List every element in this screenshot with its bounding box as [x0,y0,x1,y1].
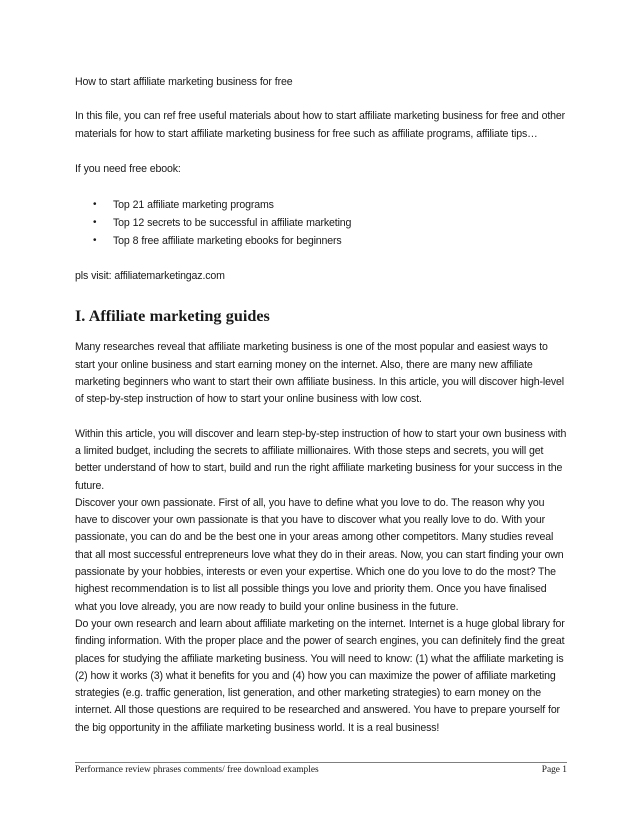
body-paragraph: Within this article, you will discover and learn step-by-step instruction of how to start your own business with a limited budget, including the secrets to affiliate millionaires. With those steps and secrets, you will get better understand of how to start, build and run the right affiliate marketing business for your success in the future. [75,427,567,492]
section-heading: I. Affiliate marketing guides [75,307,270,326]
page-body [75,74,567,737]
document-title-line: How to start affiliate marketing business for free [75,76,293,88]
page-number: Page 1 [541,765,567,775]
body-paragraph: Discover your own passionate. First of all, you have to define what you love to do. The reason why you have to discover your own passionate is that you have to discover what you really love to do. With your passionate, you can do and be the best one in your areas among other competitors. Many studies reveal that all most successful entrepreneurs love what they do in their areas. Now, you can start finding your own passionate by your hobbies, interests or even your expertise. Which one do you love to do the most? The highest recommendation is to list all possible things you love and priority them. Once you have finalised what you love already, you are now ready to build your online business in the future. [75,496,564,613]
list-item [75,232,567,250]
visit-line: pls visit: affiliatemarketingaz.com [75,270,225,283]
intro-paragraph: In this file, you can ref free useful materials about how to start affiliate marketing business for free and other materials for how to start affiliate marketing business for free such as affiliate programs, affiliate tips… [75,110,565,140]
footer-text: Performance review phrases comments/ free download examples [75,765,319,775]
list-item-text: Top 21 affiliate marketing programs [113,199,274,212]
body-paragraph: Do your own research and learn about affiliate marketing on the internet. Internet is a huge global library for finding information. With the proper place and the power of search engines, you can definitely find the great places for studying the affiliate marketing business. You will need to know: (1) what the affiliate marketing is (2) how it works (3) what it benefits for you and (4) how you can maximize the power of affiliate marketing strategies (e.g. traffic generation, list generation, and other marketing strategies) to earn money on the internet. All those questions are required to be researched and answered. You have to prepare yourself for the big opportunity in the affiliate marketing business world. It is a real business! [75,617,565,734]
page-footer [75,762,567,775]
list-item [75,214,567,232]
ebook-prompt: If you need free ebook: [75,162,181,175]
list-item-text: Top 8 free affiliate marketing ebooks for beginners [113,235,342,248]
bullet-icon: • [93,199,97,211]
list-item [75,196,567,214]
bullet-icon: • [93,217,97,229]
body-paragraph: Many researches reveal that affiliate marketing business is one of the most popular and easiest ways to start your online business and start earning money on the internet. Also, there are many new affiliate marketing beginners who want to start their own affiliate business. In this article, you will discover high-level of step-by-step instruction of how to start your online business with low cost. [75,341,564,406]
list-item-text: Top 12 secrets to be successful in affiliate marketing [113,217,352,230]
ebook-list [75,196,567,250]
bullet-icon: • [93,235,97,247]
